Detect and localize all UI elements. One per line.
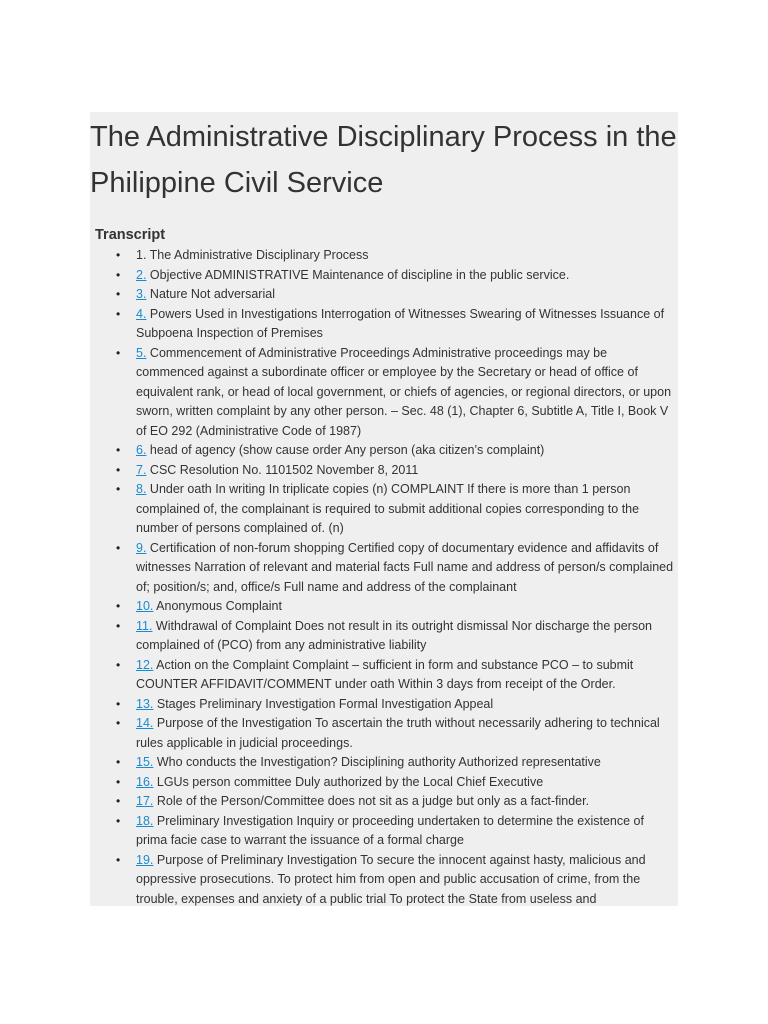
slide-link-2[interactable]: 2. (136, 267, 147, 282)
transcript-item-text: Objective ADMINISTRATIVE Maintenance of discipline in the public service. (146, 267, 570, 282)
transcript-item-text: Stages Preliminary Investigation Formal Investigation Appeal (153, 696, 494, 711)
transcript-item-text: Who conducts the Investigation? Disciplining authority Authorized representative (153, 755, 601, 769)
transcript-item-text: Purpose of Preliminary Investigation To secure the innocent against hasty, malicious and oppressive prosecutions. To protect him from open and public accusation of crime, from the trouble, expenses and anxiety of a public trial To protect the State from useless and (136, 852, 646, 906)
document-page (90, 112, 678, 906)
transcript-item-text: Withdrawal of Complaint Does not result in its outright dismissal Nor discharge the person complained of (PCO) from any administrative liability (136, 618, 652, 652)
transcript-item-text: head of agency (show cause order Any person (aka citizen’s complaint) (146, 443, 545, 457)
transcript-item (136, 305, 678, 344)
slide-link-14[interactable]: 14. (136, 716, 154, 730)
transcript-item-text: Action on the Complaint Complaint – sufficient in form and substance PCO – to submit COUNTER AFFIDAVIT/COMMENT under oath Within 3 days from receipt of the Order. (136, 657, 634, 691)
transcript-item (136, 246, 678, 266)
slide-link-16[interactable]: 16. (136, 774, 154, 789)
transcript-item-text: 1. The Administrative Disciplinary Process (136, 248, 369, 262)
slide-link-7[interactable]: 7. (136, 462, 147, 477)
transcript-item (136, 441, 678, 461)
transcript-item-text: Anonymous Complaint (153, 599, 282, 613)
transcript-item (136, 656, 678, 695)
slide-link-6[interactable]: 6. (136, 443, 147, 457)
transcript-heading: Transcript (95, 227, 166, 243)
transcript-item (136, 539, 678, 598)
slide-link-11[interactable]: 11. (136, 618, 153, 633)
slide-link-15[interactable]: 15. (136, 755, 154, 769)
transcript-item-text: Role of the Person/Committee does not sit as a judge but only as a fact-finder. (153, 794, 590, 808)
transcript-item (136, 792, 678, 812)
transcript-item (136, 344, 678, 442)
slide-link-18[interactable]: 18. (136, 813, 154, 828)
transcript-item (136, 266, 678, 286)
transcript-item-text: Purpose of the Investigation To ascertain the truth without necessarily adhering to technical rules applicable in judicial proceedings. (136, 716, 660, 750)
transcript-item-text: Nature Not adversarial (146, 287, 275, 301)
transcript-item-text: Commencement of Administrative Proceedings Administrative proceedings may be commenced against a subordinate officer or employee by the Secretary or head of office of equivalent rank, or head of local government, or chiefs of agencies, or regional directors, or upon sworn, written complaint by any other person. – Sec. 48 (1), Chapter 6, Subtitle A, Title I, Book V of EO 292 (Administrative Code of 1987) (136, 345, 672, 438)
slide-link-13[interactable]: 13. (136, 696, 154, 711)
transcript-item (136, 714, 678, 753)
transcript-item (136, 851, 678, 907)
slide-link-9[interactable]: 9. (136, 540, 147, 555)
document-title: The Administrative Disciplinary Process in the Philippine Civil Service (90, 121, 677, 199)
transcript-item (136, 812, 678, 851)
transcript-item-text: Under oath In writing In triplicate copies (n) COMPLAINT If there is more than 1 person complained of, the complainant is required to submit additional copies corresponding to the number of persons complained of. (n) (136, 482, 640, 535)
slide-link-10[interactable]: 10. (136, 599, 154, 613)
transcript-item-text: LGUs person committee Duly authorized by the Local Chief Executive (153, 774, 544, 789)
transcript-list (90, 246, 678, 906)
transcript-item (136, 617, 678, 656)
transcript-item (136, 597, 678, 617)
slide-link-19[interactable]: 19. (136, 852, 154, 867)
slide-link-5[interactable]: 5. (136, 345, 147, 360)
transcript-item (136, 461, 678, 481)
slide-link-3[interactable]: 3. (136, 287, 147, 301)
slide-link-17[interactable]: 17. (136, 794, 154, 808)
transcript-item (136, 753, 678, 773)
transcript-item (136, 285, 678, 305)
transcript-item-text: Powers Used in Investigations Interrogation of Witnesses Swearing of Witnesses Issuance of Subpoena Inspection of Premises (136, 306, 665, 340)
transcript-item (136, 480, 678, 539)
slide-link-8[interactable]: 8. (136, 482, 147, 496)
transcript-item (136, 695, 678, 715)
transcript-item-text: Preliminary Investigation Inquiry or proceeding undertaken to determine the existence of prima facie case to warrant the issuance of a formal charge (136, 813, 644, 847)
slide-link-4[interactable]: 4. (136, 306, 147, 321)
transcript-item (136, 773, 678, 793)
transcript-item-text: CSC Resolution No. 1101502 November 8, 2011 (146, 462, 419, 477)
transcript-item-text: Certification of non-forum shopping Certified copy of documentary evidence and affidavits of witnesses Narration of relevant and material facts Full name and address of person/s complained of; position/s; and, office/s Full name and address of the complainant (136, 540, 674, 594)
slide-link-12[interactable]: 12. (136, 657, 154, 672)
